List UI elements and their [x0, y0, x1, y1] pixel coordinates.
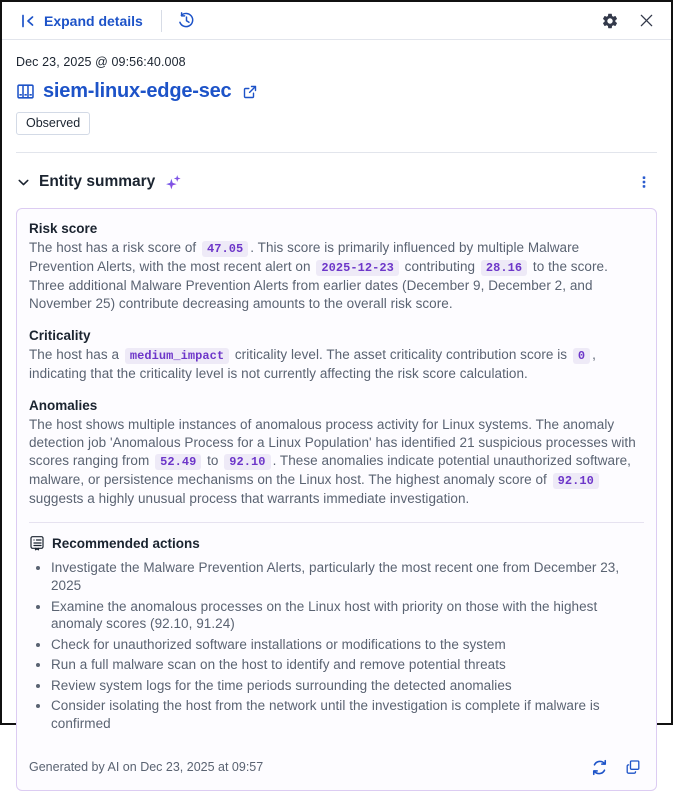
entity-summary-menu-button[interactable]	[631, 169, 657, 195]
ai-sparkles-icon	[165, 174, 182, 191]
copy-button[interactable]	[622, 756, 644, 778]
settings-button[interactable]	[597, 8, 623, 34]
expand-details-button[interactable]	[14, 9, 149, 33]
inline-value-chip: 92.10	[224, 454, 270, 470]
criticality-text: The host has a medium_impact criticality level. The asset criticality contribution score is 0 , indicating that the criticality level is not currently affecting the risk score calculation.	[29, 346, 596, 381]
inline-value-chip: medium_impact	[125, 348, 229, 364]
list-item: • Review system logs for the time periods surrounding the detected anomalies	[51, 677, 644, 695]
chevron-down-icon	[16, 175, 31, 190]
collapse-left-icon	[20, 13, 36, 29]
list-item: • Consider isolating the host from the network until the investigation is complete if malware is confirmed	[51, 697, 644, 732]
risk-score-heading: Risk score	[29, 221, 98, 236]
regenerate-button[interactable]	[588, 756, 610, 778]
close-icon	[639, 13, 654, 28]
recommended-actions-list	[51, 559, 644, 732]
criticality-heading: Criticality	[29, 327, 91, 343]
close-button[interactable]	[633, 8, 659, 34]
recommended-actions-title: Recommended actions	[52, 535, 200, 551]
copy-icon	[625, 759, 641, 775]
inline-value-chip: 0	[573, 348, 590, 364]
anomalies-text: The host shows multiple instances of anomalous process activity for Linux systems. The anomaly detection job 'Anomalous Process for a Linux Population' has identified 21 suspicious processes with scores ranging from 52.49 to 92.10 . These anomalies indicate potential unauthorized software, malware, or persistence mechanisms on the Linux host. The highest anomaly score of 92.10 suggests a highly unusual process that warrants immediate investigation.	[29, 416, 636, 506]
observed-badge: Observed	[16, 112, 90, 135]
list-item: • Investigate the Malware Prevention Alerts, particularly the most recent one from December 23, 2025	[51, 559, 644, 594]
host-storage-icon	[16, 82, 35, 101]
header-divider	[161, 10, 162, 32]
list-item: • Examine the anomalous processes on the Linux host with priority on those with the highest anomaly scores (92.10, 91.24)	[51, 598, 644, 633]
history-clock-icon	[178, 12, 195, 29]
inline-value-chip: 92.10	[553, 473, 599, 489]
refresh-icon	[591, 759, 608, 776]
generated-by-ai-text: Generated by AI on Dec 23, 2025 at 09:57	[29, 760, 264, 775]
content-divider	[16, 152, 657, 153]
panel-divider	[29, 522, 644, 523]
inline-value-chip: 47.05	[202, 241, 248, 257]
open-entity-button[interactable]	[240, 82, 260, 102]
risk-score-text: The host has a risk score of 47.05 . This score is primarily influenced by multiple Malware Prevention Alerts, with the most recent alert on 2025-12-23 contributing 28.16 to the score. Three additional Malware Prevention Alerts from earlier dates (December 9, December 2, and November 25) contribute decreasing amounts to the overall risk score.	[29, 240, 608, 311]
external-link-icon	[242, 84, 258, 100]
list-item: • Run a full malware scan on the host to identify and remove potential threats	[51, 656, 644, 674]
entity-summary-panel	[16, 208, 657, 791]
inline-value-chip: 2025-12-23	[316, 260, 399, 276]
recommended-actions-icon	[29, 535, 45, 551]
expand-details-label: Expand details	[44, 12, 143, 29]
entity-summary-toggle[interactable]	[16, 173, 182, 191]
anomalies-heading: Anomalies	[29, 397, 98, 413]
gear-icon	[601, 12, 619, 30]
list-item: • Check for unauthorized software installations or modifications to the system	[51, 636, 644, 654]
event-timestamp: Dec 23, 2025 @ 09:56:40.008	[16, 55, 186, 69]
vertical-dots-icon	[637, 175, 651, 189]
inline-value-chip: 52.49	[155, 454, 201, 470]
history-button[interactable]	[174, 8, 200, 34]
inline-value-chip: 28.16	[481, 260, 527, 276]
entity-name[interactable]: siem-linux-edge-sec	[43, 80, 232, 102]
entity-summary-title: Entity summary	[39, 173, 156, 190]
flyout-header-bar	[2, 2, 671, 40]
